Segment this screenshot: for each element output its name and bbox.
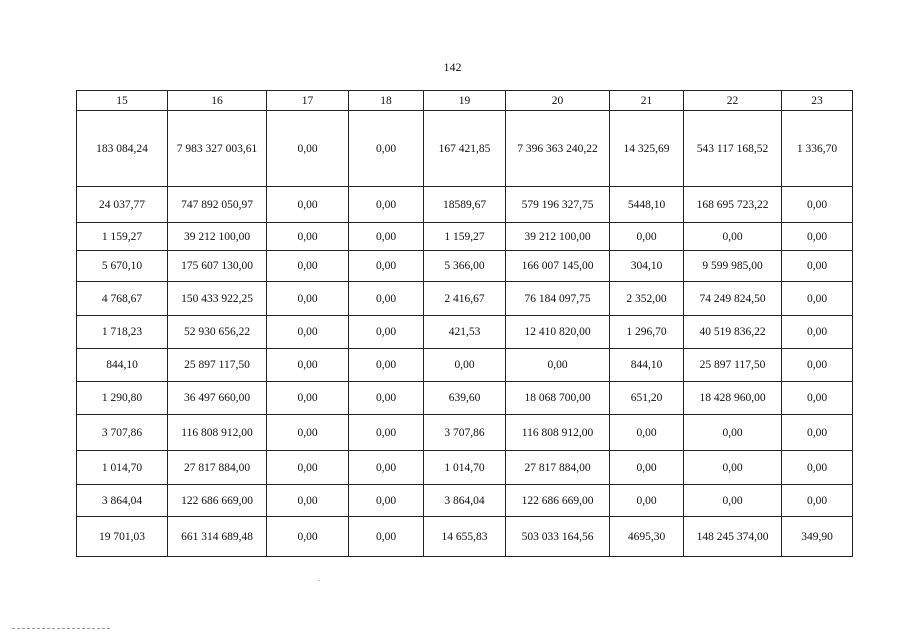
table-cell: 183 084,24 (77, 111, 168, 187)
table-cell: 4695,30 (610, 517, 684, 557)
table-cell: 0,00 (349, 316, 424, 349)
table-cell: 0,00 (684, 451, 782, 485)
table-cell: 7 983 327 003,61 (168, 111, 267, 187)
header-row (77, 91, 853, 111)
table-cell: 0,00 (267, 382, 349, 415)
table-cell: 1 159,27 (77, 223, 168, 251)
table-cell: 0,00 (782, 187, 853, 223)
table-cell: 0,00 (267, 316, 349, 349)
table-cell: 2 352,00 (610, 282, 684, 316)
table-cell: 27 817 884,00 (168, 451, 267, 485)
table-cell: 661 314 689,48 (168, 517, 267, 557)
table-cell: 36 497 660,00 (168, 382, 267, 415)
table-cell: 1 159,27 (424, 223, 506, 251)
table-row (77, 451, 853, 485)
table-cell: 421,53 (424, 316, 506, 349)
table-cell: 5 366,00 (424, 251, 506, 282)
table-cell: 543 117 168,52 (684, 111, 782, 187)
column-header: 23 (782, 91, 853, 111)
table-row (77, 485, 853, 517)
table-cell: 0,00 (610, 415, 684, 451)
table-row (77, 251, 853, 282)
table-row (77, 349, 853, 382)
table-cell: 1 290,80 (77, 382, 168, 415)
table-cell: 14 325,69 (610, 111, 684, 187)
scan-artifact-line (12, 628, 110, 629)
table-cell: 0,00 (267, 485, 349, 517)
table-cell: 167 421,85 (424, 111, 506, 187)
table-cell: 304,10 (610, 251, 684, 282)
table-cell: 0,00 (267, 187, 349, 223)
table-cell: 0,00 (349, 223, 424, 251)
table-row (77, 282, 853, 316)
table-cell: 0,00 (782, 382, 853, 415)
table-cell: 116 808 912,00 (168, 415, 267, 451)
table-cell: 175 607 130,00 (168, 251, 267, 282)
column-header: 18 (349, 91, 424, 111)
table-cell: 349,90 (782, 517, 853, 557)
table-cell: 40 519 836,22 (684, 316, 782, 349)
table-cell: 5 670,10 (77, 251, 168, 282)
table-cell: 0,00 (424, 349, 506, 382)
table-cell: 0,00 (782, 349, 853, 382)
table-cell: 0,00 (782, 415, 853, 451)
table-cell: 150 433 922,25 (168, 282, 267, 316)
table-cell: 3 707,86 (424, 415, 506, 451)
table-cell: 747 892 050,97 (168, 187, 267, 223)
data-table (76, 90, 853, 557)
table-cell: 1 014,70 (77, 451, 168, 485)
table-cell: 0,00 (267, 415, 349, 451)
column-header: 21 (610, 91, 684, 111)
table-cell: 0,00 (349, 349, 424, 382)
table-cell: 651,20 (610, 382, 684, 415)
table-cell: 122 686 669,00 (506, 485, 610, 517)
table-body (77, 111, 853, 557)
table-row (77, 187, 853, 223)
column-header: 20 (506, 91, 610, 111)
table-cell: 116 808 912,00 (506, 415, 610, 451)
table-cell: 39 212 100,00 (168, 223, 267, 251)
table-cell: 148 245 374,00 (684, 517, 782, 557)
table-cell: 3 707,86 (77, 415, 168, 451)
table-cell: 18 068 700,00 (506, 382, 610, 415)
table-cell: 19 701,03 (77, 517, 168, 557)
table-cell: 0,00 (267, 223, 349, 251)
table-cell: 18 428 960,00 (684, 382, 782, 415)
table-row (77, 111, 853, 187)
table-cell: 0,00 (782, 223, 853, 251)
table-cell: 0,00 (349, 282, 424, 316)
table-cell: 0,00 (267, 349, 349, 382)
column-header: 22 (684, 91, 782, 111)
table-cell: 0,00 (782, 282, 853, 316)
column-header: 17 (267, 91, 349, 111)
table-row (77, 223, 853, 251)
table-cell: 0,00 (610, 223, 684, 251)
column-header: 19 (424, 91, 506, 111)
table-cell: 4 768,67 (77, 282, 168, 316)
table-cell: 0,00 (610, 485, 684, 517)
table-cell: 27 817 884,00 (506, 451, 610, 485)
table-cell: 844,10 (610, 349, 684, 382)
table-cell: 0,00 (506, 349, 610, 382)
table-cell: 0,00 (267, 111, 349, 187)
table-row (77, 517, 853, 557)
table-cell: 14 655,83 (424, 517, 506, 557)
table-cell: 52 930 656,22 (168, 316, 267, 349)
table-cell: 9 599 985,00 (684, 251, 782, 282)
table-cell: 7 396 363 240,22 (506, 111, 610, 187)
table-cell: 639,60 (424, 382, 506, 415)
table-cell: 76 184 097,75 (506, 282, 610, 316)
table-cell: 0,00 (349, 485, 424, 517)
table-cell: 1 718,23 (77, 316, 168, 349)
table-cell: 166 007 145,00 (506, 251, 610, 282)
table-cell: 0,00 (349, 111, 424, 187)
table-cell: 2 416,67 (424, 282, 506, 316)
table-cell: 24 037,77 (77, 187, 168, 223)
table-cell: 3 864,04 (424, 485, 506, 517)
table-cell: 12 410 820,00 (506, 316, 610, 349)
column-header: 16 (168, 91, 267, 111)
table-cell: 74 249 824,50 (684, 282, 782, 316)
table-cell: 1 336,70 (782, 111, 853, 187)
table-cell: 0,00 (349, 517, 424, 557)
table-cell: 25 897 117,50 (684, 349, 782, 382)
table-cell: 0,00 (267, 251, 349, 282)
table-cell: 0,00 (684, 223, 782, 251)
table-cell: 0,00 (684, 485, 782, 517)
table-cell: 39 212 100,00 (506, 223, 610, 251)
table-cell: 0,00 (267, 282, 349, 316)
scan-artifact-dot (318, 580, 320, 581)
table-row (77, 382, 853, 415)
table-cell: 122 686 669,00 (168, 485, 267, 517)
table-cell: 1 296,70 (610, 316, 684, 349)
table-cell: 503 033 164,56 (506, 517, 610, 557)
table-cell: 0,00 (267, 517, 349, 557)
table-cell: 0,00 (349, 251, 424, 282)
table-cell: 25 897 117,50 (168, 349, 267, 382)
table-cell: 18589,67 (424, 187, 506, 223)
page-number: 142 (443, 60, 462, 74)
table-cell: 0,00 (349, 382, 424, 415)
table-cell: 0,00 (782, 316, 853, 349)
table-cell: 0,00 (267, 451, 349, 485)
table-cell: 1 014,70 (424, 451, 506, 485)
table-cell: 5448,10 (610, 187, 684, 223)
table-cell: 0,00 (782, 451, 853, 485)
table-cell: 0,00 (349, 451, 424, 485)
table-cell: 0,00 (684, 415, 782, 451)
table-cell: 0,00 (349, 187, 424, 223)
table-cell: 168 695 723,22 (684, 187, 782, 223)
table-cell: 0,00 (349, 415, 424, 451)
table-cell: 0,00 (782, 485, 853, 517)
table-cell: 3 864,04 (77, 485, 168, 517)
table-cell: 0,00 (782, 251, 853, 282)
column-header: 15 (77, 91, 168, 111)
table-cell: 844,10 (77, 349, 168, 382)
table-cell: 579 196 327,75 (506, 187, 610, 223)
table-row (77, 316, 853, 349)
table-row (77, 415, 853, 451)
table-cell: 0,00 (610, 451, 684, 485)
